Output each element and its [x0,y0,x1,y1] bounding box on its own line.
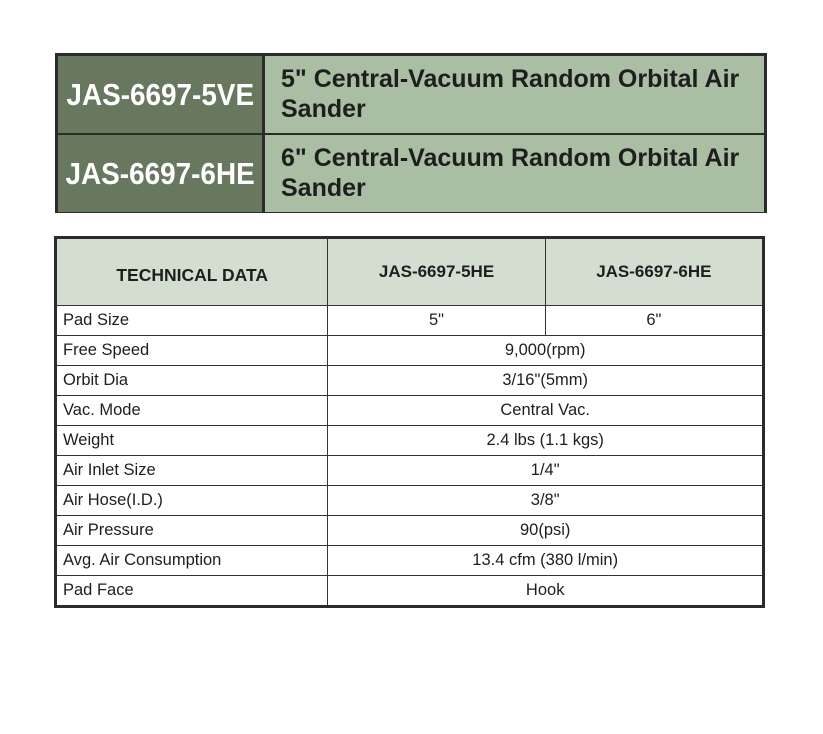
row-value: Hook [328,576,764,607]
row-value: 1/4" [328,456,764,486]
technical-data-table [54,236,765,608]
row-label: Pad Face [56,576,328,607]
description-line: 6" Central-Vacuum Random Orbital Air [281,144,740,172]
model-number: JAS-6697-5VE [66,76,254,112]
table-row [56,336,764,366]
row-value: 2.4 lbs (1.1 kgs) [328,426,764,456]
row-value: 3/8" [328,486,764,516]
table-row [56,576,764,607]
row-label: Air Hose(I.D.) [56,486,328,516]
table-row [56,426,764,456]
table-row [56,456,764,486]
table-row [56,396,764,426]
row-label: Orbit Dia [56,366,328,396]
description-cell [265,135,764,212]
table-row [56,546,764,576]
description-line: 5" Central-Vacuum Random Orbital Air [281,65,740,93]
row-label: Vac. Mode [56,396,328,426]
row-label: Air Inlet Size [56,456,328,486]
table-row [56,486,764,516]
table-row [56,366,764,396]
table-header-row [56,238,764,306]
row-label: Pad Size [56,306,328,336]
column-header: JAS-6697-5HE [328,238,545,306]
description-line: Sander [281,95,366,123]
row-label: Avg. Air Consumption [56,546,328,576]
row-value: 90(psi) [328,516,764,546]
row-value: 9,000(rpm) [328,336,764,366]
table-title: TECHNICAL DATA [56,238,328,306]
column-header: JAS-6697-6HE [545,238,763,306]
description-line: Sander [281,174,366,202]
product-row [58,56,764,133]
row-label: Free Speed [56,336,328,366]
model-cell [58,56,265,133]
model-cell [58,135,265,212]
row-value: 5" [328,306,545,336]
product-row [58,133,764,212]
row-value: Central Vac. [328,396,764,426]
description-cell [265,56,764,133]
model-number: JAS-6697-6HE [65,155,255,191]
table-row [56,306,764,336]
row-value: 13.4 cfm (380 l/min) [328,546,764,576]
row-value: 6" [545,306,763,336]
row-value: 3/16"(5mm) [328,366,764,396]
row-label: Weight [56,426,328,456]
product-header-table [55,53,767,213]
table-row [56,516,764,546]
row-label: Air Pressure [56,516,328,546]
